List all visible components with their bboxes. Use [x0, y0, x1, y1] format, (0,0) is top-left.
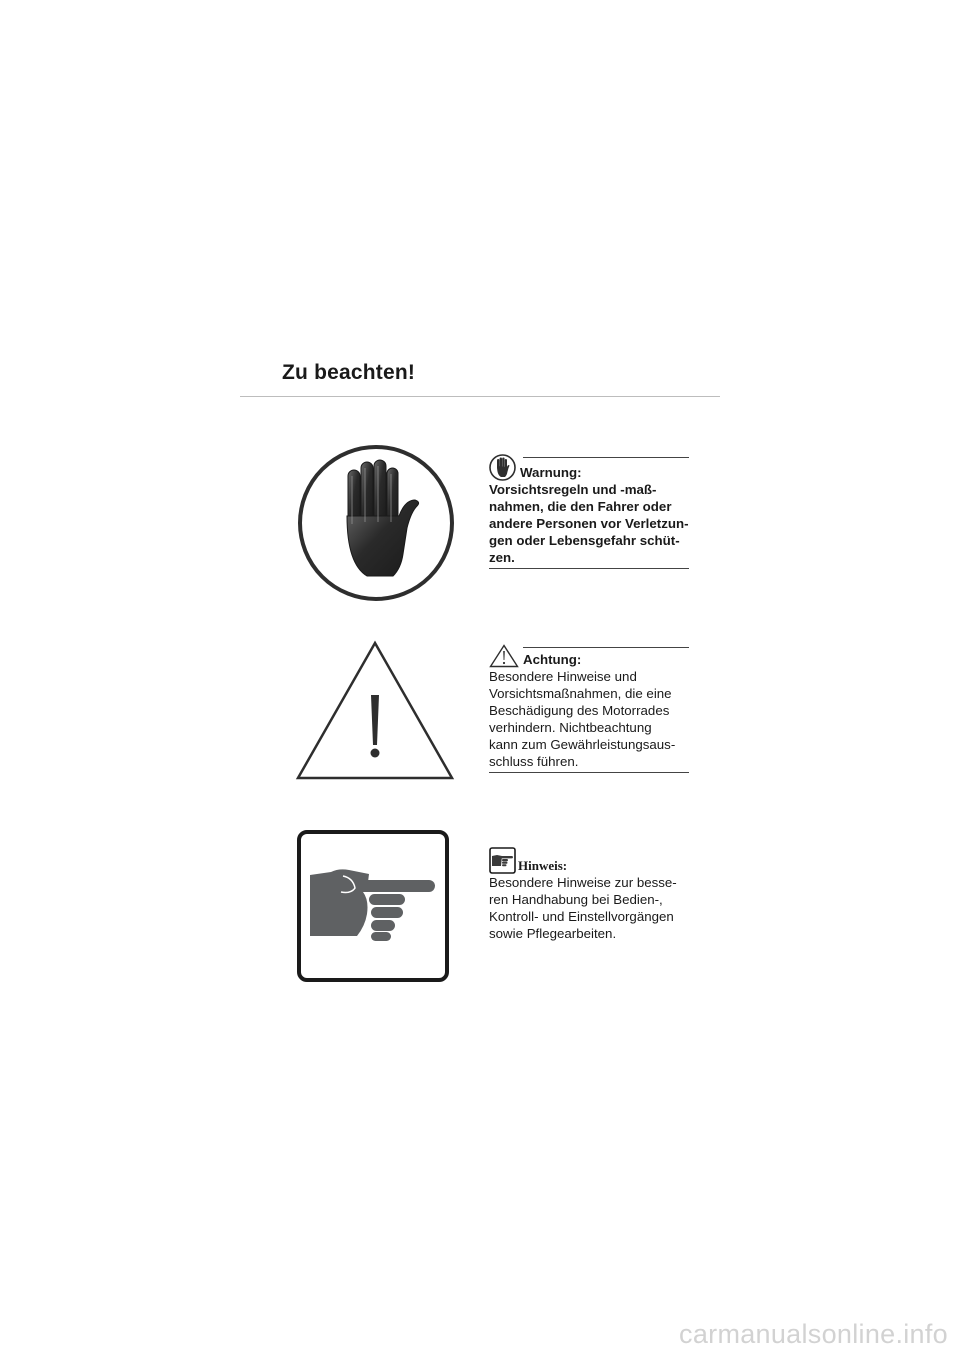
watermark: carmanualsonline.info [679, 1319, 948, 1349]
notice-line: nahmen, die den Fahrer oder [489, 499, 672, 514]
warning-triangle-icon [489, 644, 519, 668]
notice-line: ren Handhabung bei Bedien-, [489, 892, 663, 907]
pointing-hand-icon [297, 830, 449, 982]
notice-line: verhindern. Nichtbeachtung [489, 720, 652, 735]
notice-line: kann zum Gewährleistungsaus- [489, 737, 676, 752]
notice-line: Kontroll- und Einstellvorgängen [489, 909, 674, 924]
notice-body [489, 874, 689, 942]
stop-hand-icon [297, 444, 455, 602]
stop-hand-icon [489, 454, 516, 481]
hint-notice [489, 847, 689, 942]
notice-line: Besondere Hinweise und [489, 669, 637, 684]
notice-line: andere Personen vor Verletzun- [489, 516, 689, 531]
notice-heading: Hinweis: [518, 858, 568, 873]
notice-bottom-rule [489, 772, 689, 773]
notice-line: Besondere Hinweise zur besse- [489, 875, 677, 890]
notice-heading: Warnung: [520, 465, 582, 480]
notice-bottom-rule [489, 568, 689, 569]
caution-notice [489, 647, 689, 773]
notice-heading-row [489, 847, 689, 874]
notice-heading-row [489, 644, 689, 668]
notice-line: Vorsichtsmaßnahmen, die eine [489, 686, 672, 701]
page-title: Zu beachten! [282, 361, 416, 384]
notice-heading-row [489, 454, 689, 481]
notice-heading: Achtung: [523, 652, 582, 667]
notice-line: zen. [489, 550, 515, 565]
notice-body [489, 668, 689, 770]
notice-line: Vorsichtsregeln und -maß- [489, 482, 657, 497]
notice-line: sowie Pflegearbeiten. [489, 926, 617, 941]
warning-notice [489, 457, 689, 569]
title-divider [240, 396, 720, 397]
notice-line: gen oder Lebensgefahr schüt- [489, 533, 680, 548]
notice-line: schluss führen. [489, 754, 579, 769]
warning-triangle-icon [294, 639, 456, 781]
pointing-hand-icon [489, 847, 516, 874]
notice-line: Beschädigung des Motorrades [489, 703, 670, 718]
notice-body [489, 481, 689, 566]
